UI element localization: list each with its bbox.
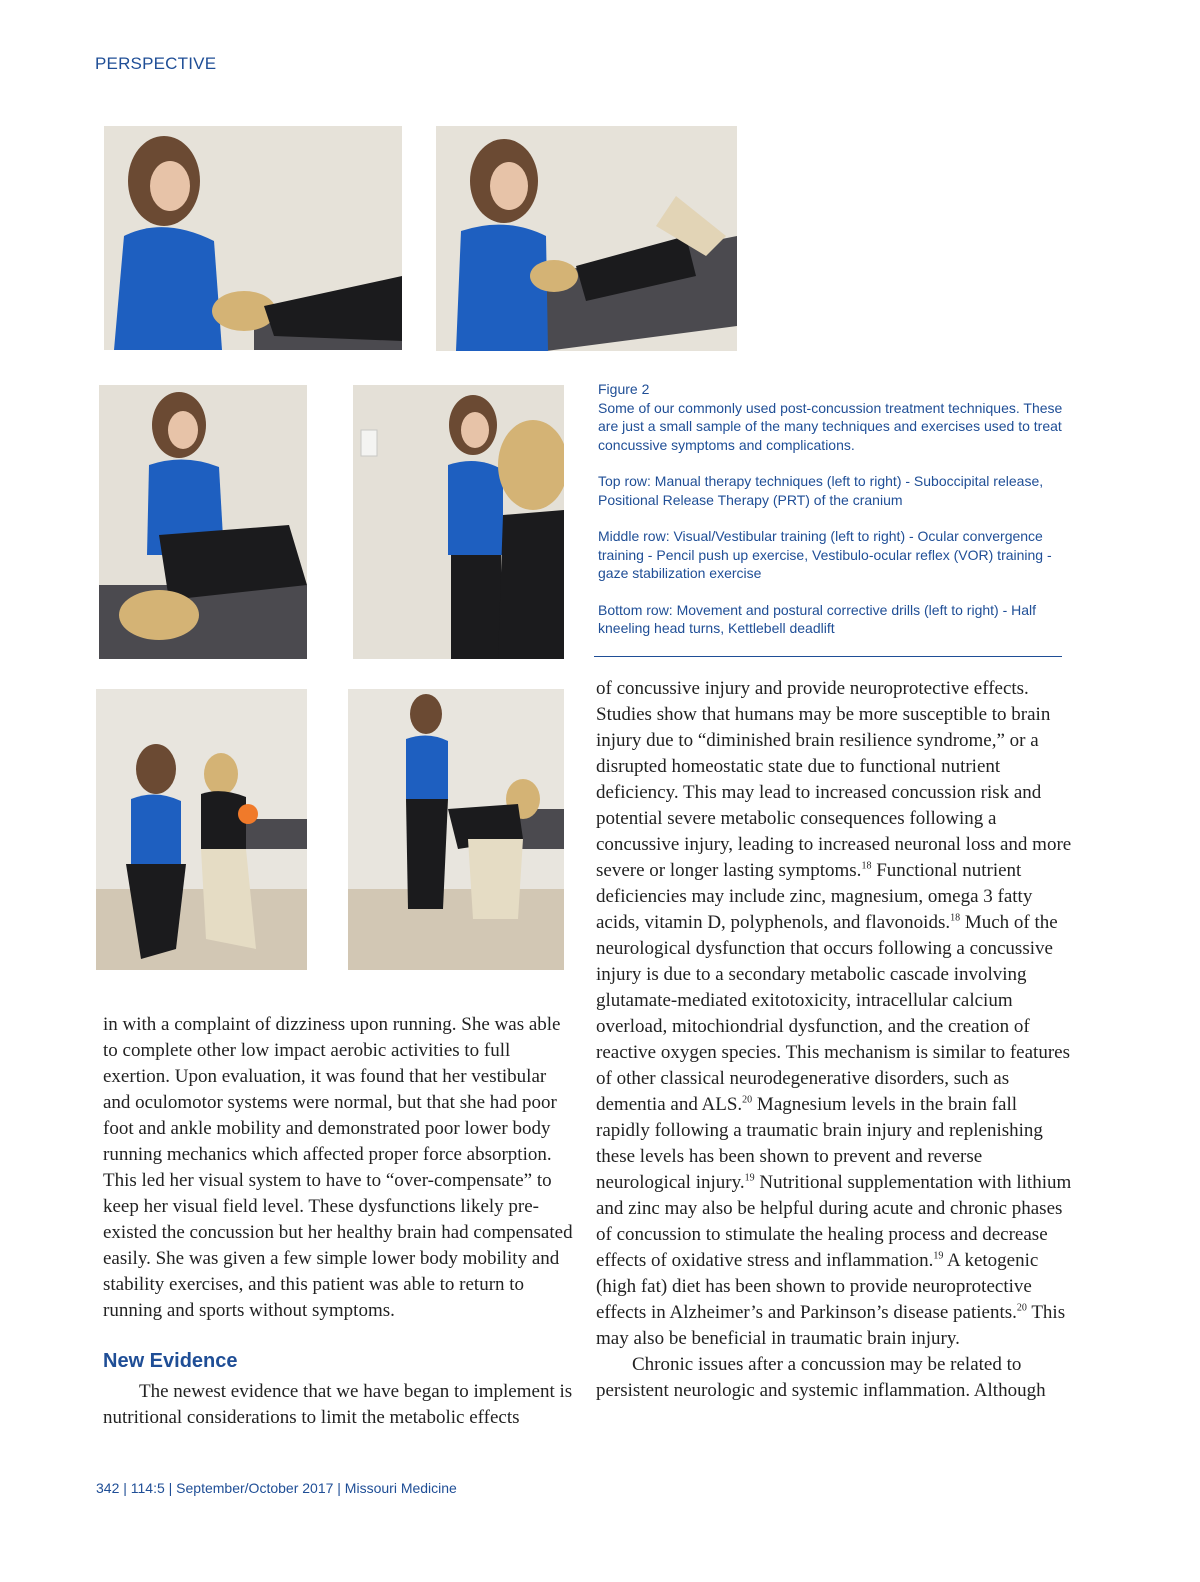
figure-middle-row: Middle row: Visual/Vestibular training (left to right) - Ocular convergence training - Pencil push up exercise, Vestibulo-ocular reflex (VOR) training - gaze stabilization exercise [598, 528, 1052, 581]
left-paragraph-2: The newest evidence that we have began to implement is nutritional considerations to limit the metabolic effects [103, 1381, 573, 1428]
photo-half-kneeling-head-turns [96, 689, 307, 970]
right-paragraph-1: of concussive injury and provide neuroprotective effects. Studies show that humans may be more susceptible to brain injury due to “diminished brain resilience syndrome,” or a disrupted homeostatic state due to functional nutrient deficiency. This may lead to increased concussion risk and potential severe metabolic consequences following a concussive injury, leading to increased neuronal loss and more severe or longer lasting symptoms.$^{18}$ Functional nutrient deficiencies may include zinc, magnesium, omega 3 fatty acids, vitamin D, polyphenols, and flavonoids.$^{18}$ Much of the neurological dysfunction that occurs following a concussive injury is due to a secondary metabolic cascade involving glutamate-mediated exitotoxicity, intracellular calcium overload, mitochiondrial dysfunction, and the creation of reactive oxygen species. This mechanism is similar to features of other classical neurodegenerative disorders, such as dementia and ALS.$^{20}$ Magnesium levels in the brain fall rapidly following a traumatic brain injury and replenishing these levels has been shown to prevent and reverse neurological injury.$^{19}$ Nutritional supplementation with lithium and zinc may also be helpful during acute and chronic phases of concussion to stimulate the healing process and decrease effects of oxidative stress and inflammation.$^{19}$ A ketogenic (high fat) diet has been shown to provide neuroprotective effects in Alzheimer’s and Parkinson’s disease patients.$^{20}$ This may also be beneficial in traumatic brain injury. [596, 678, 1072, 1349]
left-column-text-2 [103, 1379, 575, 1431]
caption-divider [594, 656, 1062, 657]
right-column-text [596, 676, 1072, 1404]
section-heading-new-evidence: New Evidence [103, 1350, 238, 1372]
left-paragraph-1: in with a complaint of dizziness upon running. She was able to complete other low impact aerobic activities to full exertion. Upon evaluation, it was found that her vestibular and oculomotor systems were normal, but that she had poor foot and ankle mobility and demonstrated poor lower body running mechanics which affected proper force absorption. This led her visual system to have to “over-compensate” to keep her visual field level. These dysfunctions likely pre-existed the concussion but her healthy brain had compensated easily. She was given a few simple lower body mobility and stability exercises, and this patient was able to return to running and sports without symptoms. [103, 1014, 573, 1321]
figure-caption [598, 380, 1068, 656]
left-column-text [103, 1012, 575, 1324]
section-label: PERSPECTIVE [95, 54, 217, 73]
photo-vor-gaze-stabilization [353, 385, 564, 659]
photo-pencil-push-up [99, 385, 307, 659]
figure-intro: Some of our commonly used post-concussion treatment techniques. These are just a small sample of the many techniques and exercises used to treat concussive symptoms and complications. [598, 399, 1063, 453]
photo-positional-release-therapy [436, 126, 737, 351]
right-paragraph-2: Chronic issues after a concussion may be related to persistent neurologic and systemic inflammation. Although [596, 1354, 1046, 1401]
page-footer: 342 | 114:5 | September/October 2017 | Missouri Medicine [96, 1480, 457, 1496]
figure-bottom-row: Bottom row: Movement and postural corrective drills (left to right) - Half kneeling head turns, Kettlebell deadlift [598, 601, 1037, 636]
photo-suboccipital-release [104, 126, 402, 350]
figure-top-row: Top row: Manual therapy techniques (left to right) - Suboccipital release, Positional Release Therapy (PRT) of the cranium [598, 473, 1044, 508]
figure-title: Figure 2 [598, 381, 650, 397]
photo-kettlebell-deadlift [348, 689, 564, 970]
